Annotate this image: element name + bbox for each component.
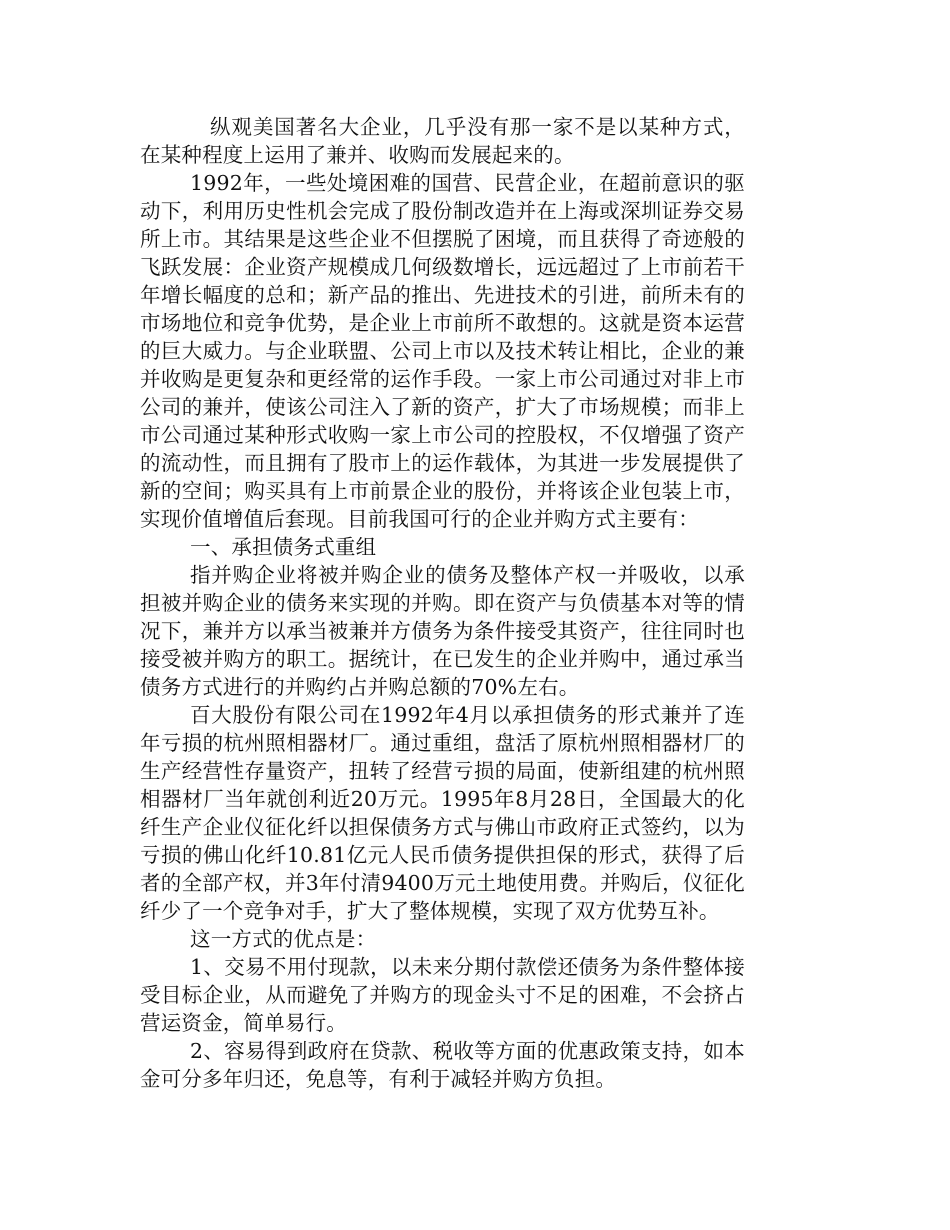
paragraph-advantages-heading: 这一方式的优点是： [190, 927, 377, 951]
paragraph-advantage-2: 2、容易得到政府在贷款、税收等方面的优惠政策支持，如本金可分多年归还，免息等，有利于减轻并购方负担。 [140, 1039, 745, 1091]
document-body [140, 113, 745, 1093]
paragraph-advantage-1: 1、交易不用付现款，以未来分期付款偿还债务为条件整体接受目标企业，从而避免了并购方的现金头寸不足的困难，不会挤占营运资金，简单易行。 [140, 955, 745, 1035]
paragraph-intro: 纵观美国著名大企业，几乎没有那一家不是以某种方式，在某种程度上运用了兼并、收购而发展起来的。 [140, 115, 745, 167]
paragraph-case-examples: 百大股份有限公司在1992年4月以承担债务的形式兼并了连年亏损的杭州照相器材厂。通过重组，盘活了原杭州照相器材厂的生产经营性存量资产，扭转了经营亏损的局面，使新组建的杭州照相器材厂当年就创利近20万元。1995年8月28日，全国最大的化纤生产企业仪征化纤以担保债务方式与佛山市政府正式签约，以为亏损的佛山化纤10.81亿元人民币债务提供担保的形式，获得了后者的全部产权，并3年付清9400万元土地使用费。并购后，仪征化纤少了一个竞争对手，扩大了整体规模，实现了双方优势互补。 [140, 703, 745, 923]
paragraph-1992-listing: 1992年，一些处境困难的国营、民营企业，在超前意识的驱动下，利用历史性机会完成了股份制改造并在上海或深圳证券交易所上市。其结果是这些企业不但摆脱了困境，而且获得了奇迹般的飞跃发展：企业资产规模成几何级数增长，远远超过了上市前若干年增长幅度的总和；新产品的推出、先进技术的引进，前所未有的市场地位和竞争优势，是企业上市前所不敢想的。这就是资本运营的巨大威力。与企业联盟、公司上市以及技术转让相比，企业的兼并收购是更复杂和更经常的运作手段。一家上市公司通过对非上市公司的兼并，使该公司注入了新的资产，扩大了市场规模；而非上市公司通过某种形式收购一家上市公司的控股权，不仅增强了资产的流动性，而且拥有了股市上的运作载体，为其进一步发展提供了新的空间；购买具有上市前景企业的股份，并将该企业包装上市，实现价值增值后套现。目前我国可行的企业并购方式主要有： [140, 171, 745, 531]
section-heading-debt-restructuring: 一、承担债务式重组 [190, 535, 377, 559]
paragraph-definition: 指并购企业将被并购企业的债务及整体产权一并吸收，以承担被并购企业的债务来实现的并购。即在资产与负债基本对等的情况下，兼并方以承当被兼并方债务为条件接受其资产，往往同时也接受被并购方的职工。据统计，在已发生的企业并购中，通过承当债务方式进行的并购约占并购总额的70%左右。 [140, 563, 745, 699]
